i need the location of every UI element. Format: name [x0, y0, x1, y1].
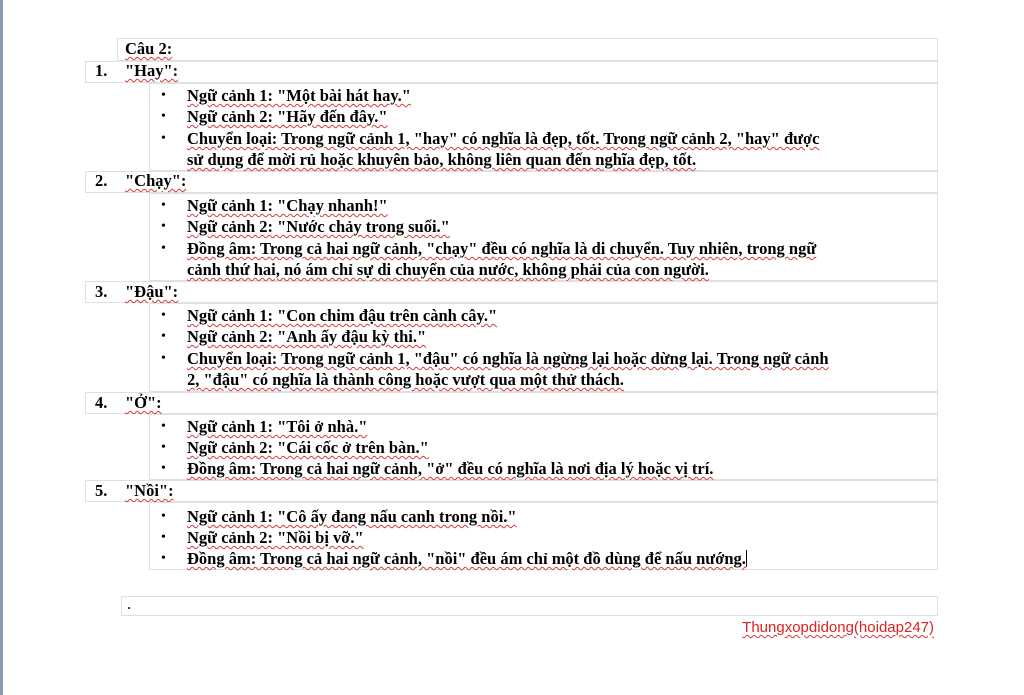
section-number: 3. [95, 282, 108, 301]
section-title: "Chạy": [125, 171, 187, 190]
bullet: • [161, 509, 166, 524]
list-item: Ngữ cảnh 1: "Chạy nhanh!" [187, 196, 388, 215]
list-item: Ngữ cảnh 1: "Con chim đậu trên cành cây." [187, 306, 498, 325]
section-row [85, 61, 938, 83]
list-item: Ngữ cảnh 1: "Cô ấy đang nấu canh trong nồi." [187, 507, 517, 526]
list-item: Chuyển loại: Trong ngữ cảnh 1, "hay" có nghĩa là đẹp, tốt. Trong ngữ cảnh 2, "hay" được [187, 129, 820, 148]
list-item-continuation: 2, "đậu" có nghĩa là thành công hoặc vượt qua một thử thách. [187, 370, 624, 389]
bullet: • [161, 241, 166, 256]
bullet: • [161, 308, 166, 323]
bullet: • [161, 351, 166, 366]
list-item-continuation: sử dụng để mời rủ hoặc khuyên bảo, không liên quan đến nghĩa đẹp, tốt. [187, 150, 697, 169]
bullet: • [161, 88, 166, 103]
heading-box [117, 38, 938, 61]
section-title: "Ở": [125, 393, 162, 412]
section-number: 5. [95, 481, 108, 500]
bullet: • [161, 551, 166, 566]
bullet: • [161, 219, 166, 234]
bullet: • [161, 329, 166, 344]
bullet: • [161, 131, 166, 146]
section-title: "Nồi": [125, 481, 174, 500]
bullet: • [161, 198, 166, 213]
section-number: 1. [95, 61, 108, 80]
list-item-continuation: cảnh thứ hai, nó ám chỉ sự di chuyển của nước, không phải của con người. [187, 260, 709, 279]
trailing-paragraph-box [121, 596, 938, 616]
last-item-wrapper [187, 548, 747, 569]
text-cursor [746, 550, 747, 567]
list-item: Ngữ cảnh 2: "Hãy đến đây." [187, 107, 388, 126]
document-page[interactable] [3, 0, 1024, 695]
section-title: "Hay": [125, 61, 179, 80]
bullet: • [161, 109, 166, 124]
section-number: 4. [95, 393, 108, 412]
section-title: "Đậu": [125, 282, 179, 301]
list-item: Ngữ cảnh 2: "Cái cốc ở trên bàn." [187, 438, 429, 457]
list-item: Chuyển loại: Trong ngữ cảnh 1, "đậu" có nghĩa là ngừng lại hoặc dừng lại. Trong ngữ cảnh [187, 349, 829, 368]
bullet: • [161, 461, 166, 476]
section-row [85, 171, 938, 193]
list-item: Ngữ cảnh 2: "Anh ấy đậu kỳ thi." [187, 327, 427, 346]
list-item: Ngữ cảnh 1: "Một bài hát hay." [187, 86, 411, 105]
list-item: Đồng âm: Trong cả hai ngữ cảnh, "ở" đều có nghĩa là nơi địa lý hoặc vị trí. [187, 459, 714, 478]
section-row [85, 281, 938, 303]
section-row [85, 392, 938, 414]
list-item: Ngữ cảnh 2: "Nồi bị vỡ." [187, 528, 364, 547]
section-number: 2. [95, 171, 108, 190]
list-item: Ngữ cảnh 2: "Nước chảy trong suối." [187, 217, 450, 236]
bullet: • [161, 440, 166, 455]
trailing-dot: . [127, 594, 132, 613]
list-item: Ngữ cảnh 1: "Tôi ở nhà." [187, 417, 368, 436]
page-heading: Câu 2: [125, 39, 173, 58]
list-item: Đồng âm: Trong cả hai ngữ cảnh, "chạy" đều có nghĩa là di chuyển. Tuy nhiên, trong ngữ [187, 239, 817, 258]
watermark-text: Thungxopdidong(hoidap247) [742, 619, 934, 636]
section-row [85, 480, 938, 502]
list-item: Đồng âm: Trong cả hai ngữ cảnh, "nồi" đều ám chỉ một đồ dùng để nấu nướng. [187, 549, 746, 568]
bullet: • [161, 419, 166, 434]
bullet: • [161, 530, 166, 545]
